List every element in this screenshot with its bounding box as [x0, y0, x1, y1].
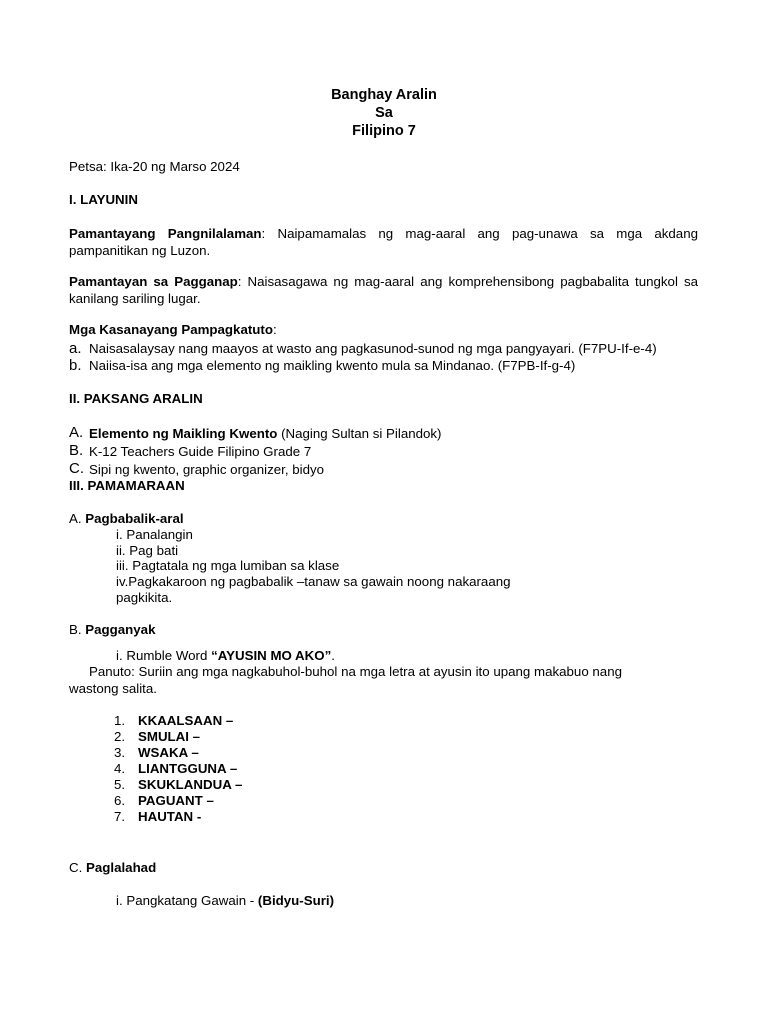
list-marker: a.: [69, 340, 82, 357]
list-item-text: Sipi ng kwento, graphic organizer, bidyo: [89, 462, 325, 477]
word-number: 2.: [114, 729, 126, 744]
scrambled-word: WSAKA –: [138, 745, 199, 760]
title-line-1: Banghay Aralin: [331, 87, 437, 103]
word-item: [114, 729, 200, 746]
list-marker: A.: [69, 424, 84, 441]
subsection-pagganyak: [69, 622, 155, 639]
list-item: i. Panalangin: [116, 527, 193, 542]
list-item-text: Naisasalaysay nang maayos at wasto ang pagkasunod-sunod ng mga pangyayari. (F7PU-If-e-4): [89, 341, 657, 356]
item-bold: (Bidyu-Suri): [257, 893, 335, 908]
paragraph-colon: :: [272, 322, 277, 337]
subsection-prefix: C.: [69, 860, 86, 875]
date-line: Petsa: Ika-20 ng Marso 2024: [69, 159, 240, 174]
subsection-label: Pagganyak: [85, 622, 156, 637]
word-number: 4.: [114, 761, 126, 776]
paragraph-mga-kasanayang-pampagkatuto: [69, 322, 277, 339]
list-item: [69, 341, 82, 358]
section-heading-layunin: I. LAYUNIN: [69, 192, 138, 207]
subsection-pagbabalik-aral: [69, 511, 184, 528]
list-marker: b.: [69, 357, 82, 374]
scrambled-word: LIANTGGUNA –: [138, 761, 238, 776]
scrambled-word: SMULAI –: [138, 729, 201, 744]
list-item-text: Naiisa-isa ang mga elemento ng maikling kwento mula sa Mindanao. (F7PB-If-g-4): [89, 358, 576, 373]
scrambled-word: SKUKLANDUA –: [138, 777, 243, 792]
rumble-word-line: [116, 648, 335, 665]
list-item-continuation: pagkikita.: [116, 590, 173, 605]
subsection-prefix: B.: [69, 622, 86, 637]
word-item: [114, 793, 214, 810]
paragraph-pamantayan-sa-pagganap: [69, 274, 698, 307]
paragraph-label: Mga Kasanayang Pampagkatuto: [69, 322, 273, 337]
list-item-text: K-12 Teachers Guide Filipino Grade 7: [89, 444, 312, 459]
paragraph-text: : Naipamamalas ng mag-aaral ang pag-unawa sa mga akdang pampanitikan ng Luzon.: [69, 226, 698, 258]
list-item: [69, 443, 83, 460]
list-item: [69, 358, 82, 375]
subsection-prefix: A.: [69, 511, 86, 526]
rumble-end: .: [331, 648, 335, 663]
list-item-text: [89, 426, 441, 443]
item-prefix: i. Pangkatang Gawain -: [116, 893, 258, 908]
panuto-line-2: wastong salita.: [69, 681, 157, 696]
rumble-prefix: i. Rumble Word: [116, 648, 212, 663]
subsection-label: Pagbabalik-aral: [85, 511, 184, 526]
list-item: [69, 461, 84, 478]
scrambled-word: PAGUANT –: [138, 793, 214, 808]
list-item: iv.Pagkakaroon ng pagbabalik –tanaw sa gawain noong nakaraang: [116, 574, 511, 589]
rumble-title: “AYUSIN MO AKO”: [211, 648, 332, 663]
paragraph-label: Pamantayan sa Pagganap: [69, 274, 238, 289]
topic-subtitle: (Naging Sultan si Pilandok): [277, 426, 442, 441]
paragraph-label: Pamantayang Pangnilalaman: [69, 226, 262, 241]
list-item: [69, 425, 83, 442]
subsection-label: Paglalahad: [86, 860, 157, 875]
word-number: 6.: [114, 793, 126, 808]
scrambled-word: KKAALSAAN –: [138, 713, 234, 728]
list-marker: B.: [69, 442, 84, 459]
paragraph-text: : Naisasagawa ng mag-aaral ang komprehensibong pagbabalita tungkol sa kanilang sariling lugar.: [69, 274, 699, 306]
word-number: 7.: [114, 809, 126, 824]
paragraph-pamantayang-pangnilalaman: [69, 226, 698, 259]
subsection-paglalahad: [69, 860, 156, 877]
word-number: 3.: [114, 745, 126, 760]
list-item: iii. Pagtatala ng mga lumiban sa klase: [116, 558, 340, 573]
section-heading-pamamaraan: III. PAMAMARAAN: [69, 478, 185, 493]
word-item: [114, 745, 199, 762]
word-item: [114, 777, 242, 794]
word-item: [114, 761, 237, 778]
title-line-3: Filipino 7: [352, 123, 416, 139]
word-number: 5.: [114, 777, 126, 792]
topic-title: Elemento ng Maikling Kwento: [89, 426, 278, 441]
scrambled-word: HAUTAN -: [138, 809, 202, 824]
word-number: 1.: [114, 713, 126, 728]
word-item: [114, 713, 233, 730]
word-item: [114, 809, 201, 826]
title-line-2: Sa: [375, 105, 393, 121]
section-heading-paksang-aralin: II. PAKSANG ARALIN: [69, 391, 203, 406]
list-item: ii. Pag bati: [116, 543, 179, 558]
list-marker: C.: [69, 460, 84, 477]
panuto-line-1: Panuto: Suriin ang mga nagkabuhol-buhol na mga letra at ayusin ito upang makabuo nang: [89, 664, 622, 679]
list-item: [116, 893, 334, 910]
